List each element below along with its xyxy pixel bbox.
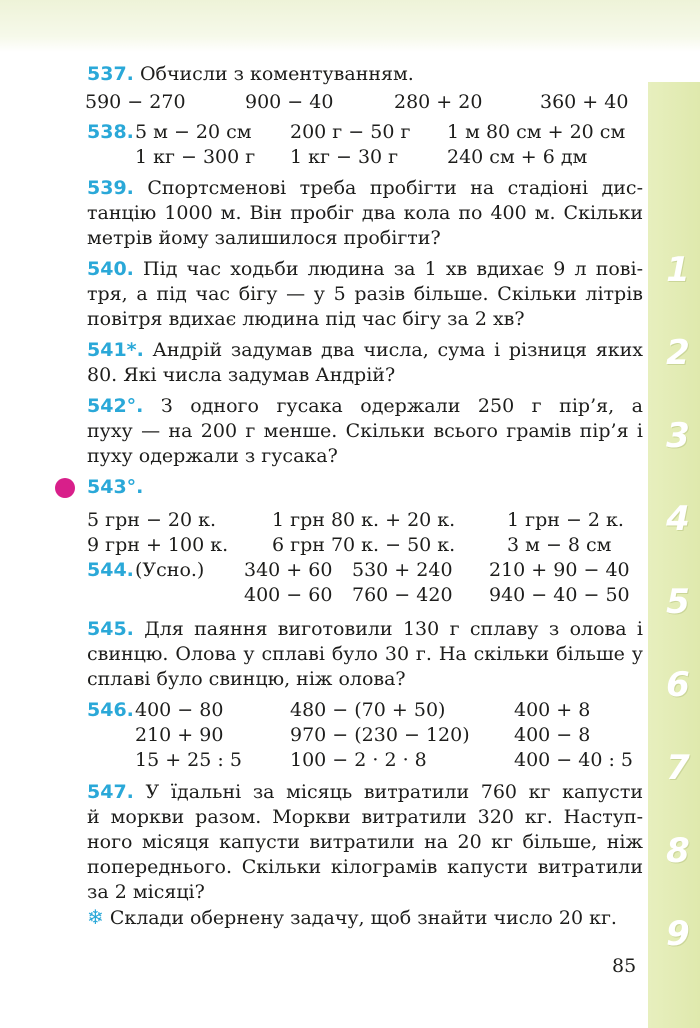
- expression: 480 − (70 + 50): [290, 699, 446, 721]
- expression: 400 + 8: [514, 699, 591, 721]
- exercise-text: свинцю. Олова у сплаві було 30 г. На скільки більше у: [87, 643, 643, 665]
- expression-row: [87, 558, 643, 583]
- exercise-text: Під час ходьби людина за 1 хв вдихає 9 л пові-: [143, 258, 643, 280]
- chapter-side-tab: [648, 82, 700, 1028]
- exercise-text: танцію 1000 м. Він пробіг два кола по 400 м. Скільки: [87, 202, 643, 224]
- expression: 900 − 40: [245, 91, 334, 113]
- expression: 210 + 90: [135, 724, 224, 746]
- expression: 210 + 90 − 40: [489, 559, 630, 581]
- expression: 1 грн − 2 к.: [507, 509, 624, 531]
- expression: 240 см + 6 дм: [447, 146, 588, 168]
- expression: 1 кг − 300 г: [135, 146, 256, 168]
- expression: 3 м − 8 см: [507, 534, 612, 556]
- expression-row: [87, 90, 643, 115]
- expression: 6 грн 70 к. − 50 к.: [272, 534, 456, 556]
- expression: 9 грн + 100 к.: [87, 534, 229, 556]
- exercise-537: [87, 62, 643, 115]
- exercise-text: попереднього. Скільки кілограмів капусти витратили: [87, 856, 643, 878]
- expression: 400 − 40 : 5: [514, 749, 634, 771]
- exercise-number: 539.: [87, 177, 134, 199]
- chapter-tab-6[interactable]: 6: [666, 665, 690, 705]
- chapter-tab-5[interactable]: 5: [666, 582, 690, 622]
- expression: 5 м − 20 см: [135, 121, 252, 143]
- expression: 1 кг − 30 г: [290, 146, 399, 168]
- expression: 340 + 60: [244, 559, 333, 581]
- expression: 1 м 80 см + 20 см: [447, 121, 626, 143]
- chapter-tab-7[interactable]: 7: [666, 748, 690, 788]
- magenta-dot-icon: [55, 478, 75, 498]
- expression-row: [87, 748, 643, 773]
- snowflake-icon: ❄: [87, 905, 104, 929]
- exercise-text: ного місяця капусти витратили на 20 кг більше, ніж: [87, 831, 643, 853]
- expression-row: [87, 120, 643, 145]
- expression: 530 + 240: [352, 559, 453, 581]
- chapter-tab-2[interactable]: 2: [666, 333, 690, 373]
- chapter-tab-9[interactable]: 9: [666, 914, 690, 954]
- exercise-542: [87, 394, 643, 469]
- exercise-text: сплаві було свинцю, ніж олова?: [87, 668, 406, 690]
- exercise-text: повітря вдихає людина під час бігу за 2 хв?: [87, 308, 525, 330]
- exercise-538: [87, 120, 643, 170]
- expression: 5 грн − 20 к.: [87, 509, 217, 531]
- expression-row: [87, 583, 643, 608]
- expression: 360 + 40: [540, 91, 629, 113]
- exercise-number: 547.: [87, 781, 134, 803]
- exercise-text: за 2 місяці?: [87, 881, 205, 903]
- expression-row: [87, 508, 643, 533]
- exercise-text: У їдальні за місяць витратили 760 кг капусти: [145, 781, 643, 803]
- exercise-number: 545.: [87, 618, 134, 640]
- expression: 590 − 270: [85, 91, 186, 113]
- exercise-540: [87, 257, 643, 332]
- expression: 940 − 40 − 50: [489, 584, 630, 606]
- exercise-text: метрів йому залишилося пробігти?: [87, 227, 441, 249]
- expression: 970 − (230 − 120): [290, 724, 470, 746]
- exercise-number: 542°.: [87, 395, 144, 417]
- expression: 100 − 2 · 2 · 8: [290, 749, 427, 771]
- chapter-tab-3[interactable]: 3: [666, 416, 690, 456]
- expression: 400 − 60: [244, 584, 333, 606]
- inverse-task-text: Склади обернену задачу, щоб знайти число 20 кг.: [109, 907, 617, 929]
- expression: 400 − 80: [135, 699, 224, 721]
- exercise-text: й моркви разом. Моркви витратили 320 кг. Наступ-: [87, 806, 643, 828]
- expression: 1 грн 80 к. + 20 к.: [272, 509, 456, 531]
- page-number: 85: [612, 955, 637, 977]
- chapter-tab-8[interactable]: 8: [666, 831, 690, 871]
- exercise-text: З одного гусака одержали 250 г пір’я, а: [160, 395, 643, 417]
- exercise-number: 544.: [87, 559, 134, 581]
- header-band: [0, 0, 700, 52]
- exercise-number: 541*.: [87, 339, 144, 361]
- expression-row: [87, 723, 643, 748]
- exercise-number: 538.: [87, 121, 134, 143]
- expression: 400 − 8: [514, 724, 591, 746]
- exercise-text: пуху одержали з гусака?: [87, 445, 338, 467]
- exercise-text: 80. Які числа задумав Андрій?: [87, 364, 396, 386]
- exercise-543: [87, 475, 643, 558]
- expression-row: [87, 533, 643, 558]
- exercise-text: Андрій задумав два числа, сума і різниця яких: [152, 339, 643, 361]
- oral-label: (Усно.): [135, 559, 205, 581]
- exercise-546: [87, 698, 643, 773]
- exercise-text: Для паяння виготовили 130 г сплаву з олова і: [144, 618, 643, 640]
- expression: 760 − 420: [352, 584, 453, 606]
- inverse-task: [87, 905, 643, 931]
- exercise-547: [87, 780, 643, 905]
- exercise-text: Спортсменові треба пробігти на стадіоні дис-: [147, 177, 643, 199]
- exercise-text: Обчисли з коментуванням.: [139, 63, 414, 85]
- expression: 15 + 25 : 5: [135, 749, 242, 771]
- exercise-544: [87, 558, 643, 608]
- chapter-tab-1[interactable]: 1: [666, 250, 690, 290]
- exercise-text: пуху — на 200 г менше. Скільки всього грамів пір’я і: [87, 420, 643, 442]
- expression-row: [87, 698, 643, 723]
- expression: 200 г − 50 г: [290, 121, 411, 143]
- expression: 280 + 20: [394, 91, 483, 113]
- exercise-number: 543°.: [87, 476, 144, 498]
- exercise-545: [87, 617, 643, 692]
- exercise-number: 540.: [87, 258, 134, 280]
- exercise-541: [87, 338, 643, 388]
- exercise-number: 546.: [87, 699, 134, 721]
- exercise-539: [87, 176, 643, 251]
- chapter-tab-4[interactable]: 4: [666, 499, 690, 539]
- exercise-number: 537.: [87, 63, 134, 85]
- expression-row: [87, 145, 643, 170]
- exercise-text: тря, а під час бігу — у 5 разів більше. Скільки літрів: [87, 283, 643, 305]
